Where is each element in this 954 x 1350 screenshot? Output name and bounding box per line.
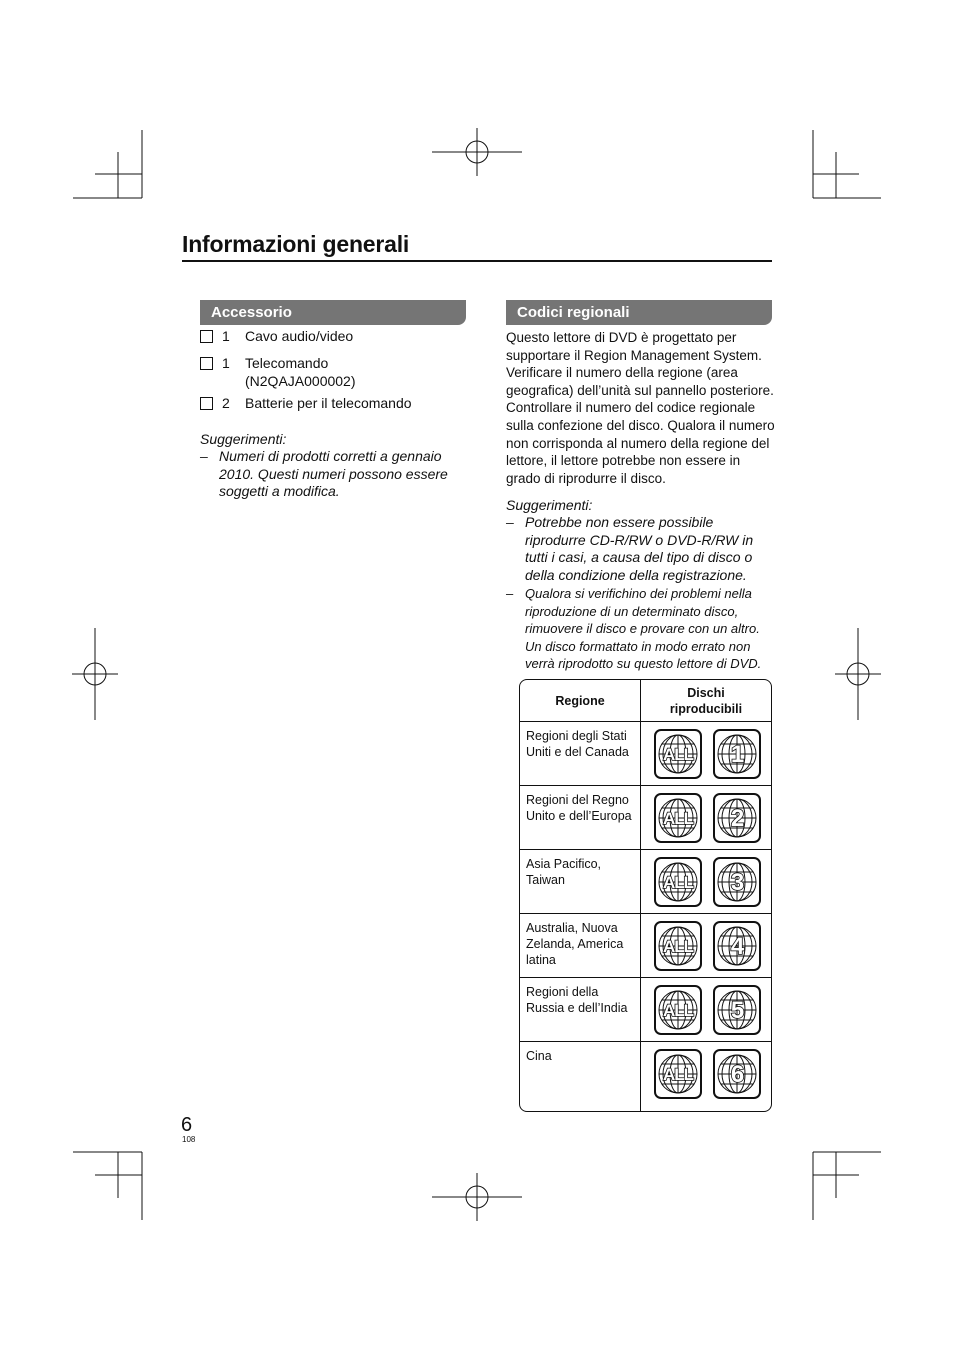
region-all-icon xyxy=(654,921,702,971)
accessory-qty: 1 xyxy=(222,355,230,371)
discs-cell xyxy=(641,722,771,786)
discs-cell xyxy=(641,1042,771,1111)
checkbox-icon xyxy=(200,357,213,370)
accessorio-tip: – Numeri di prodotti corretti a gennaio 2010. Questi numeri possono essere soggetti a modifica. xyxy=(200,448,462,501)
region-all-icon xyxy=(654,793,702,843)
region-all-icon xyxy=(654,985,702,1035)
tip-text: Potrebbe non essere possibile riprodurre CD-R/RW o DVD-R/RW in tutti i casi, a causa del tipo di disco o della condizione della registrazione. xyxy=(525,514,754,583)
col-region-header: Regione xyxy=(520,680,641,722)
region-cell: Cina xyxy=(520,1042,641,1111)
svg-text:6: 6 xyxy=(730,1061,744,1088)
codici-heading: Codici regionali xyxy=(506,300,772,325)
region-code-icon xyxy=(713,729,761,779)
region-all-icon xyxy=(654,857,702,907)
tip-text: Qualora si verifichino dei problemi nella riproduzione di un determinato disco, rimuovere il disco e provare con un altro. Un disco formattato in modo errato non verrà riprodotto su questo lettore di DVD. xyxy=(525,586,762,671)
accessory-code: (N2QAJA000002) xyxy=(245,373,356,389)
region-cell: Regioni degli Stati Uniti e del Canada xyxy=(520,722,641,786)
region-code-icon xyxy=(713,1049,761,1099)
tip-text: Numeri di prodotti corretti a gennaio 2010. Questi numeri possono essere soggetti a modifica. xyxy=(219,448,448,499)
svg-text:3: 3 xyxy=(730,869,744,896)
table-row xyxy=(520,914,771,978)
svg-text:ALL: ALL xyxy=(662,937,694,956)
region-code-icon xyxy=(713,857,761,907)
region-cell: Regioni del Regno Unito e dell’Europa xyxy=(520,786,641,850)
title-rule xyxy=(182,260,772,262)
accessory-label: Cavo audio/video xyxy=(245,328,354,344)
table-row xyxy=(520,978,771,1042)
accessory-label-text: Telecomando xyxy=(245,355,329,371)
accessory-label: Batterie per il telecomando xyxy=(245,395,412,411)
region-table xyxy=(519,679,772,1112)
svg-text:1: 1 xyxy=(730,741,744,768)
accessory-qty: 2 xyxy=(222,395,230,411)
codici-tip: – Qualora si verifichino dei problemi nella riproduzione di un determinato disco, rimuovere il disco e provare con un altro. Un disco formattato in modo errato non verrà riprodotto su questo lettore di DVD. xyxy=(506,585,774,673)
region-cell: Australia, Nuova Zelanda, America latina xyxy=(520,914,641,978)
region-all-icon xyxy=(654,729,702,779)
svg-text:ALL: ALL xyxy=(662,745,694,764)
table-row xyxy=(520,1042,771,1111)
table-row xyxy=(520,722,771,786)
svg-text:4: 4 xyxy=(730,933,744,960)
checkbox-icon xyxy=(200,330,213,343)
col-discs-header: Dischi riproducibili xyxy=(641,680,771,722)
accessory-qty: 1 xyxy=(222,328,230,344)
page-number: 6 xyxy=(181,1114,193,1136)
codici-tips-heading: Suggerimenti: xyxy=(506,497,593,513)
checkbox-icon xyxy=(200,397,213,410)
discs-cell xyxy=(641,978,771,1042)
region-code-icon xyxy=(713,985,761,1035)
table-row xyxy=(520,850,771,914)
discs-cell xyxy=(641,786,771,850)
region-code-icon xyxy=(713,793,761,843)
region-cell: Regioni della Russia e dell’India xyxy=(520,978,641,1042)
page-sub-number: 108 xyxy=(182,1135,196,1144)
accessorio-heading: Accessorio xyxy=(200,300,466,325)
discs-cell xyxy=(641,850,771,914)
svg-text:ALL: ALL xyxy=(662,1001,694,1020)
codici-intro: Questo lettore di DVD è progettato per supportare il Region Management System. Verificare il numero della regione (area geografica) dell’unità sul pannello posteriore. Controllare il numero del codice regionale sulla confezione del disco. Qualora il numero non corrisponda al numero della regione del lettore, il lettore potrebbe non essere in grado di riprodurre il disco. xyxy=(506,330,775,486)
svg-text:2: 2 xyxy=(730,805,744,832)
discs-cell xyxy=(641,914,771,978)
region-code-icon xyxy=(713,921,761,971)
svg-text:ALL: ALL xyxy=(662,1065,694,1084)
page-title: Informazioni generali xyxy=(182,231,410,257)
table-row xyxy=(520,786,771,850)
svg-text:ALL: ALL xyxy=(662,873,694,892)
table-header-row xyxy=(520,680,771,722)
region-all-icon xyxy=(654,1049,702,1099)
codici-tip: – Potrebbe non essere possibile riprodurre CD-R/RW o DVD-R/RW in tutti i casi, a causa del tipo di disco o della condizione della registrazione. xyxy=(506,514,774,584)
svg-text:ALL: ALL xyxy=(662,809,694,828)
svg-text:5: 5 xyxy=(730,997,744,1024)
accessory-label xyxy=(245,354,475,390)
region-cell: Asia Pacifico, Taiwan xyxy=(520,850,641,914)
accessorio-tips-heading: Suggerimenti: xyxy=(200,431,287,447)
